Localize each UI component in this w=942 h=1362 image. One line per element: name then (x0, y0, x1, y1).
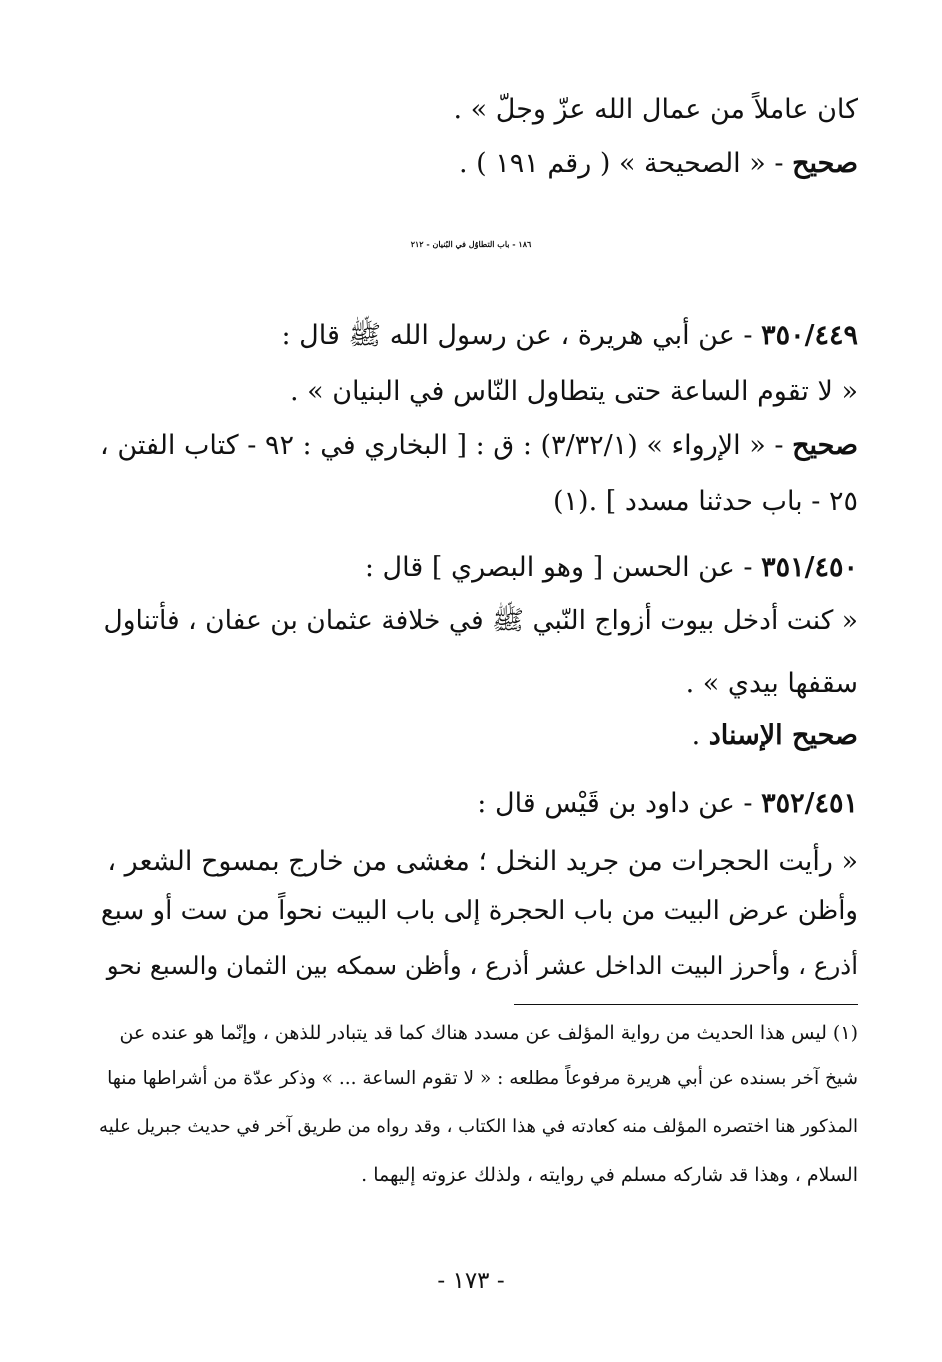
text-line: كان عاملاً من عمال الله عزّ وجلّ » . (453, 94, 858, 125)
hadith-text: أذرع ، وأحرز البيت الداخل عشر أذرع ، وأظن سمكه بين الثمان والسبع نحو (106, 951, 858, 980)
grade-line: صحيح - « الإرواء » (٣/٣٢/١) : ق : [ البخاري في : ٩٢ - كتاب الفتن ، (100, 430, 858, 461)
hadith-header: ٣٥١/٤٥٠ - عن الحسن [ وهو البصري ] قال : (364, 552, 858, 583)
hadith-text: سقفها بيدي » . (685, 668, 858, 699)
footnote-line: المذكور هنا اختصره المؤلف منه كعادته في هذا الكتاب ، وقد رواه من طريق آخر في حديث جبريل عليه (99, 1116, 858, 1137)
page-number: - ١٧٣ - (437, 1268, 505, 1294)
footnote-line: شيخ آخر بسنده عن أبي هريرة مرفوعاً مطلعه : « لا تقوم الساعة ... » وذكر عدّة من أشراطها منها (107, 1068, 858, 1089)
footnote-line: (١) ليس هذا الحديث من رواية المؤلف عن مسدد هناك كما قد يتبادر للذهن ، وإنّما هو عنده عن (119, 1022, 858, 1044)
hadith-text: « رأيت الحجرات من جريد النخل ؛ مغشى من خارج بمسوح الشعر ، (107, 846, 858, 877)
chapter-heading: ١٨٦ - باب التطاوُل في البُنيان - ٢١٢ (410, 239, 532, 249)
grade-line: ٢٥ - باب حدثنا مسدد ] .(١) (552, 486, 858, 517)
hadith-text: « كنت أدخل بيوت أزواج النّبي ﷺ في خلافة عثمان بن عفان ، فأتناول (103, 605, 858, 636)
footnote-separator (514, 1004, 858, 1005)
grade-line: صحيح الإسناد . (691, 720, 858, 751)
footnote-line: السلام ، وهذا قد شاركه مسلم في روايته ، ولذلك عزوته إليهما . (361, 1164, 858, 1186)
hadith-text: وأظن عرض البيت من باب الحجرة إلى باب البيت نحواً من ست أو سبع (100, 896, 858, 926)
hadith-text: « لا تقوم الساعة حتى يتطاول النّاس في البنيان » . (289, 376, 858, 407)
hadith-header: ٣٥٠/٤٤٩ - عن أبي هريرة ، عن رسول الله ﷺ قال : (281, 320, 858, 351)
grade-line: صحيح - « الصحيحة » ( رقم ١٩١ ) . (458, 148, 858, 179)
hadith-header: ٣٥٢/٤٥١ - عن داود بن قَيْس قال : (477, 788, 858, 819)
